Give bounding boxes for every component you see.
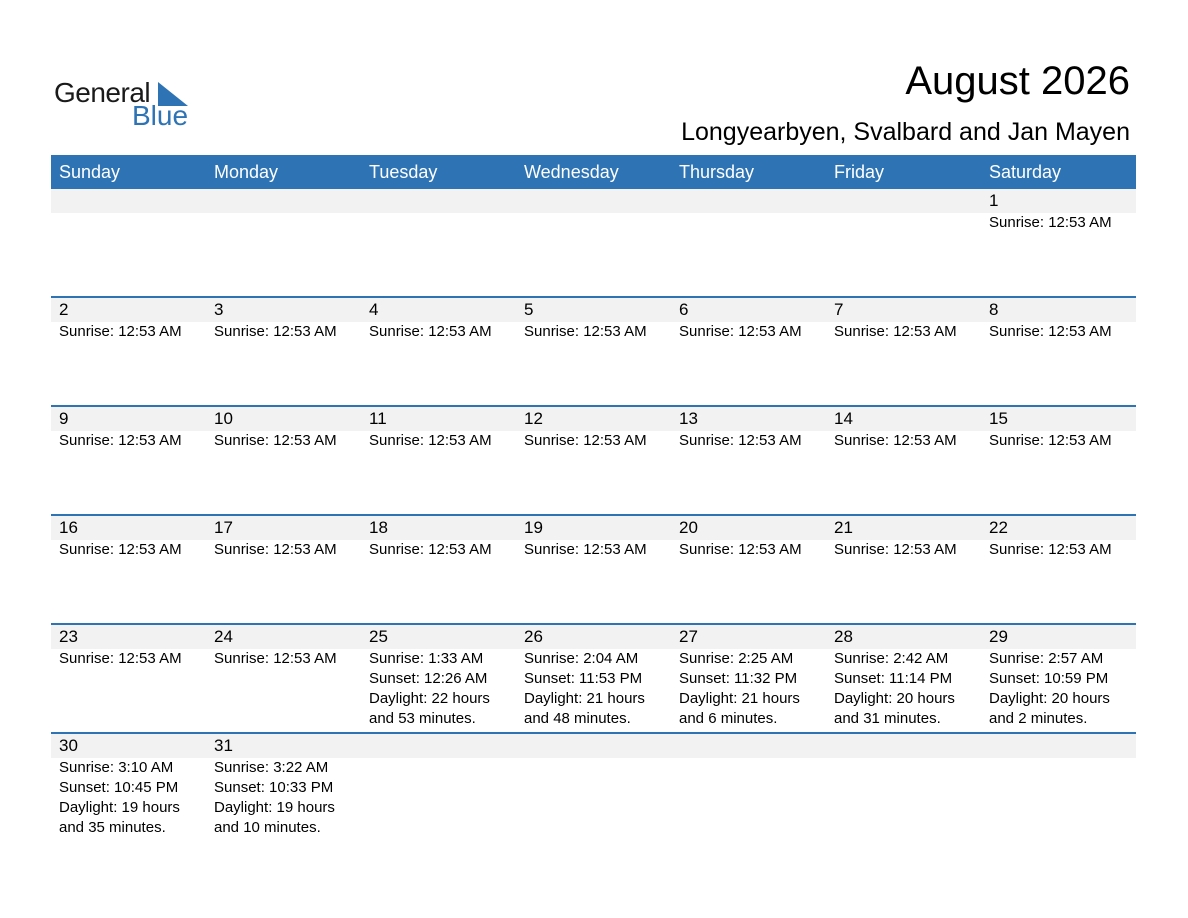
day-cell (206, 516, 361, 560)
weekday-header-saturday: Saturday (989, 162, 1062, 182)
day-number (369, 189, 516, 213)
sun-info-line: Sunrise: 12:53 AM (989, 214, 1112, 231)
day-number: 13 (679, 409, 698, 428)
day-cell (671, 734, 826, 838)
day-cell (981, 189, 1136, 233)
week-row (51, 732, 1136, 841)
weekday-header-wednesday: Wednesday (524, 162, 619, 182)
sun-info-line: Sunrise: 12:53 AM (679, 432, 802, 449)
logo-text-blue: Blue (132, 100, 189, 131)
day-cell (206, 298, 361, 342)
sun-info-line: Sunrise: 12:53 AM (834, 323, 957, 340)
day-number (524, 734, 671, 758)
day-cell (516, 189, 671, 233)
day-number: 11 (369, 409, 387, 428)
day-number: 31 (214, 736, 233, 755)
day-cell (361, 516, 516, 560)
sun-info-line: Sunrise: 12:53 AM (214, 432, 337, 449)
sun-info-line: Sunset: 10:45 PM (59, 779, 179, 796)
day-cell (361, 298, 516, 342)
sun-info-line: Sunrise: 12:53 AM (524, 541, 647, 558)
day-number: 22 (989, 518, 1008, 537)
sun-info-line: Sunrise: 12:53 AM (59, 650, 182, 667)
day-number (524, 189, 671, 213)
sun-info-line: Sunrise: 12:53 AM (524, 432, 647, 449)
week-cells (51, 516, 1136, 560)
sun-info-line: Sunset: 11:32 PM (679, 670, 798, 687)
day-number: 3 (214, 300, 224, 319)
sun-info-line: Sunrise: 12:53 AM (989, 432, 1112, 449)
weekday-header-tuesday: Tuesday (369, 162, 438, 182)
sun-info-line: Sunrise: 3:22 AM (214, 759, 329, 776)
day-cell (51, 189, 206, 233)
day-number (214, 189, 361, 213)
sun-info-line: Sunrise: 12:53 AM (59, 323, 182, 340)
sun-info-line: Sunset: 12:26 AM (369, 670, 488, 687)
week-cells (51, 407, 1136, 451)
day-number: 23 (59, 627, 78, 646)
day-cell (361, 625, 516, 729)
day-cell (516, 516, 671, 560)
day-cell (206, 407, 361, 451)
sun-info-line: Sunrise: 3:10 AM (59, 759, 174, 776)
sun-info-line: Sunset: 11:53 PM (524, 670, 643, 687)
day-number: 24 (214, 627, 233, 646)
day-cell (981, 625, 1136, 729)
sun-info-line: and 10 minutes. (214, 819, 321, 836)
weekday-header-sunday: Sunday (59, 162, 121, 182)
week-row (51, 514, 1136, 623)
sun-info-line: Daylight: 19 hours (214, 799, 335, 816)
day-number: 1 (989, 191, 999, 210)
sun-info-line: Sunrise: 12:53 AM (214, 323, 337, 340)
sun-info-line: Daylight: 21 hours (524, 690, 645, 707)
day-number: 20 (679, 518, 698, 537)
week-cells (51, 189, 1136, 233)
day-number: 12 (524, 409, 543, 428)
day-cell (51, 298, 206, 342)
day-number: 8 (989, 300, 999, 319)
sun-info-line: Sunrise: 12:53 AM (369, 323, 492, 340)
sun-info-line: and 48 minutes. (524, 710, 631, 727)
sun-info-line: and 6 minutes. (679, 710, 778, 727)
sun-info-line: Sunrise: 12:53 AM (834, 541, 957, 558)
sun-info-line: Sunrise: 12:53 AM (679, 323, 802, 340)
sun-info-line: Sunrise: 12:53 AM (214, 650, 337, 667)
day-number (989, 734, 1136, 758)
page-title: August 2026 (905, 59, 1130, 103)
day-number (679, 189, 826, 213)
sun-info-line: Sunrise: 12:53 AM (679, 541, 802, 558)
sun-info-line: Sunrise: 2:57 AM (989, 650, 1104, 667)
day-number: 4 (369, 300, 379, 319)
day-number: 16 (59, 518, 78, 537)
day-number (834, 189, 981, 213)
day-number: 9 (59, 409, 69, 428)
location-subtitle: Longyearbyen, Svalbard and Jan Mayen (681, 118, 1130, 146)
logo (54, 78, 204, 132)
day-cell (361, 734, 516, 838)
day-cell (826, 516, 981, 560)
day-cell (671, 189, 826, 233)
week-row (51, 189, 1136, 296)
day-cell (671, 516, 826, 560)
week-row (51, 623, 1136, 732)
day-cell (826, 189, 981, 233)
day-number: 10 (214, 409, 233, 428)
day-cell (51, 734, 206, 838)
sun-info-line: Sunset: 10:59 PM (989, 670, 1109, 687)
weekday-header-row (51, 155, 1136, 189)
week-cells (51, 734, 1136, 838)
day-cell (671, 298, 826, 342)
day-number: 18 (369, 518, 388, 537)
day-cell (826, 298, 981, 342)
day-cell (206, 625, 361, 729)
day-number: 30 (59, 736, 78, 755)
sun-info-line: Sunrise: 2:42 AM (834, 650, 949, 667)
sun-info-line: Sunrise: 12:53 AM (989, 323, 1112, 340)
week-row (51, 405, 1136, 514)
sun-info-line: Sunrise: 2:25 AM (679, 650, 794, 667)
sun-info-line: Sunrise: 12:53 AM (369, 541, 492, 558)
weekday-header-friday: Friday (834, 162, 885, 182)
day-number (679, 734, 826, 758)
weekday-header-monday: Monday (214, 162, 279, 182)
day-cell (206, 734, 361, 838)
day-cell (826, 625, 981, 729)
day-cell (361, 189, 516, 233)
sun-info-line: and 35 minutes. (59, 819, 166, 836)
day-cell (51, 625, 206, 729)
sun-info-line: Sunrise: 1:33 AM (369, 650, 484, 667)
sun-info-line: Sunrise: 12:53 AM (989, 541, 1112, 558)
logo-text-general: General (54, 77, 151, 108)
day-cell (516, 625, 671, 729)
day-number: 17 (214, 518, 233, 537)
day-number: 2 (59, 300, 69, 319)
day-cell (361, 407, 516, 451)
sun-info-line: Daylight: 20 hours (834, 690, 955, 707)
sun-info-line: Sunrise: 2:04 AM (524, 650, 639, 667)
week-row (51, 296, 1136, 405)
day-cell (516, 298, 671, 342)
sun-info-line: Daylight: 21 hours (679, 690, 800, 707)
sun-info-line: and 53 minutes. (369, 710, 476, 727)
day-number: 25 (369, 627, 388, 646)
weeks-container (51, 189, 1136, 841)
day-number: 21 (834, 518, 853, 537)
day-number: 5 (524, 300, 534, 319)
day-number: 14 (834, 409, 853, 428)
day-number: 15 (989, 409, 1008, 428)
day-number: 7 (834, 300, 844, 319)
day-number: 29 (989, 627, 1008, 646)
day-cell (51, 516, 206, 560)
sun-info-line: and 31 minutes. (834, 710, 941, 727)
sun-info-line: Daylight: 22 hours (369, 690, 490, 707)
calendar-grid (51, 155, 1136, 841)
day-cell (206, 189, 361, 233)
day-cell (826, 734, 981, 838)
week-cells (51, 298, 1136, 342)
week-cells (51, 625, 1136, 729)
day-number: 27 (679, 627, 698, 646)
sun-info-line: Sunrise: 12:53 AM (834, 432, 957, 449)
sun-info-line: Sunrise: 12:53 AM (214, 541, 337, 558)
sun-info-line: Sunrise: 12:53 AM (59, 432, 182, 449)
day-number (834, 734, 981, 758)
day-cell (51, 407, 206, 451)
day-number (59, 189, 206, 213)
sun-info-line: Sunset: 11:14 PM (834, 670, 953, 687)
day-cell (516, 407, 671, 451)
sun-info-line: Sunrise: 12:53 AM (524, 323, 647, 340)
day-cell (981, 734, 1136, 838)
sun-info-line: and 2 minutes. (989, 710, 1088, 727)
day-cell (826, 407, 981, 451)
day-cell (981, 298, 1136, 342)
sun-info-line: Sunrise: 12:53 AM (59, 541, 182, 558)
sun-info-line: Daylight: 19 hours (59, 799, 180, 816)
day-number: 26 (524, 627, 543, 646)
day-cell (516, 734, 671, 838)
weekday-header-thursday: Thursday (679, 162, 755, 182)
sun-info-line: Daylight: 20 hours (989, 690, 1110, 707)
day-cell (981, 407, 1136, 451)
day-number: 6 (679, 300, 689, 319)
day-number (369, 734, 516, 758)
day-number: 19 (524, 518, 543, 537)
day-number: 28 (834, 627, 853, 646)
sun-info-line: Sunset: 10:33 PM (214, 779, 334, 796)
day-cell (981, 516, 1136, 560)
day-cell (671, 407, 826, 451)
day-cell (671, 625, 826, 729)
sun-info-line: Sunrise: 12:53 AM (369, 432, 492, 449)
